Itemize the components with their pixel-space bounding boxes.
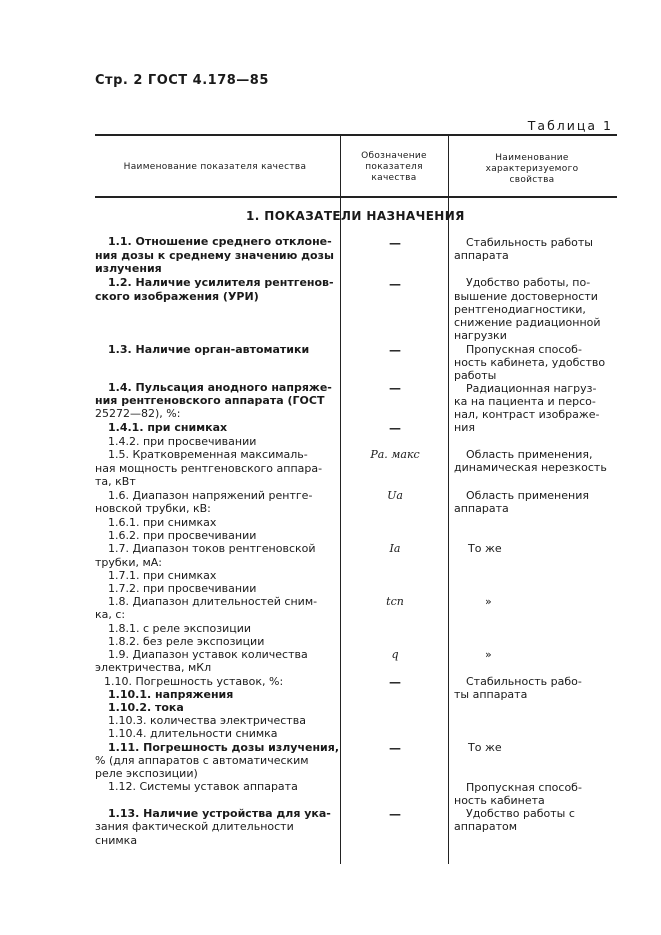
property-text: Удобство работы с [466,807,575,820]
column-header-quality-indicator: Наименование показателя качества [123,162,307,172]
designation-mark: — [389,381,401,395]
property-text: Пропускная способ- [466,343,582,356]
row-text: реле экспозиции) [95,767,198,780]
property-text: Стабильность работы [466,236,593,249]
property-text: вышение достоверности [454,290,598,303]
property-text: Область применения, [466,448,593,461]
property-text: То же [468,542,502,555]
property-text: » [485,648,492,661]
row-text: 1.6.2. при просвечивании [108,529,257,542]
row-text: 1.10.3. количества электричества [108,714,306,727]
row-text: ния дозы к среднему значению дозы [95,249,334,262]
row-text: 1.11. Погрешность дозы излучения, [108,741,340,754]
row-text: трубки, мА: [95,556,162,569]
property-text: нагрузки [454,329,507,342]
row-text: 1.7. Диапазон токов рентгеновской [108,542,316,555]
row-text: 1.6.1. при снимках [108,516,217,529]
property-text: работы [454,369,497,382]
row-text: 1.6. Диапазон напряжений рентге- [108,489,313,502]
row-text: ния рентгеновского аппарата (ГОСТ [95,394,325,407]
row-text: % (для аппаратов с автоматическим [95,754,309,767]
page-header: Стр. 2 ГОСТ 4.178—85 [95,73,269,88]
designation-mark: — [389,807,401,821]
property-text: снижение радиационной [454,316,601,329]
property-text: ность кабинета [454,794,545,807]
column-header-designation-line: Обозначение [361,151,427,161]
row-text: 25272—82), %: [95,407,181,420]
row-text: новской трубки, кВ: [95,502,211,515]
property-text: ность кабинета, удобство [454,356,606,369]
row-text: 1.10.2. тока [108,701,184,714]
property-text: Пропускная способ- [466,781,582,794]
row-text: 1.8.2. без реле экспозиции [108,635,265,648]
designation-mark: — [389,741,401,755]
row-text: 1.9. Диапазон уставок количества [108,648,308,661]
column-header-designation-line: качества [371,173,417,183]
column-header-designation-line: показателя [365,162,423,172]
row-text: 1.10.1. напряжения [108,688,234,701]
property-text: Удобство работы, по- [466,276,591,289]
property-text: То же [468,741,502,754]
row-text: 1.4.1. при снимках [108,421,228,434]
column-header-designation [344,151,444,184]
row-text: 1.13. Наличие устройства для ука- [108,807,331,820]
row-text: 1.5. Кратковременная максималь- [108,448,308,461]
property-text: аппаратом [454,820,518,833]
column-divider-2 [448,134,449,864]
row-text: 1.10.4. длительности снимка [108,727,278,740]
property-text: ния [454,421,475,434]
property-text: аппарата [454,502,509,515]
row-text: зания фактической длительности [95,820,294,833]
row-text: электричества, мКл [95,661,212,674]
designation-mark: Uа [387,489,403,502]
property-text: ты аппарата [454,688,528,701]
property-text: » [485,595,492,608]
designation-mark: q [391,648,399,661]
row-text: 1.12. Системы уставок аппарата [108,780,298,793]
row-text: ского изображения (УРИ) [95,290,259,303]
row-text: 1.7.2. при просвечивании [108,582,257,595]
section-title: 1. ПОКАЗАТЕЛИ НАЗНАЧЕНИЯ [246,209,465,223]
table-header-rule [95,196,617,198]
row-text: 1.8. Диапазон длительностей сним- [108,595,318,608]
column-header-property-line: свойства [509,175,555,185]
table-label: Таблица 1 [527,118,613,133]
property-text: рентгенодиагностики, [454,303,586,316]
property-text: ка на пациента и персо- [454,395,596,408]
row-text: 1.10. Погрешность уставок, %: [104,675,284,688]
row-text: та, кВт [95,475,136,488]
row-text: 1.3. Наличие орган-автоматики [108,343,310,356]
property-text: нал, контраст изображе- [454,408,600,421]
designation-mark: — [389,421,401,435]
designation-mark: Iа [389,542,401,555]
row-text: излучения [95,262,162,275]
column-divider-1 [340,134,341,864]
property-text: Радиационная нагруз- [466,382,597,395]
property-text: динамическая нерезкость [454,461,607,474]
property-text: Стабильность рабо- [466,675,582,688]
row-text: 1.4. Пульсация анодного напряже- [108,381,332,394]
row-text: ка, с: [95,608,126,621]
designation-mark: — [389,343,401,357]
designation-mark: — [389,675,401,689]
column-header-property-line: характеризуемого [485,164,579,174]
property-text: аппарата [454,249,509,262]
column-header-property-line: Наименование [495,153,569,163]
row-text: снимка [95,834,138,847]
row-text: 1.8.1. с реле экспозиции [108,622,252,635]
designation-mark: Pа. макс [370,448,420,461]
column-header-property [452,153,612,186]
designation-mark: — [389,277,401,291]
table-top-rule [95,134,617,136]
row-text: 1.1. Отношение среднего отклоне- [108,235,332,248]
property-text: Область применения [466,489,589,502]
row-text: ная мощность рентгеновского аппара- [95,462,323,475]
row-text: 1.4.2. при просвечивании [108,435,257,448]
designation-mark: tсп [386,595,404,608]
designation-mark: — [389,236,401,250]
row-text: 1.2. Наличие усилителя рентгенов- [108,276,334,289]
row-text: 1.7.1. при снимках [108,569,217,582]
